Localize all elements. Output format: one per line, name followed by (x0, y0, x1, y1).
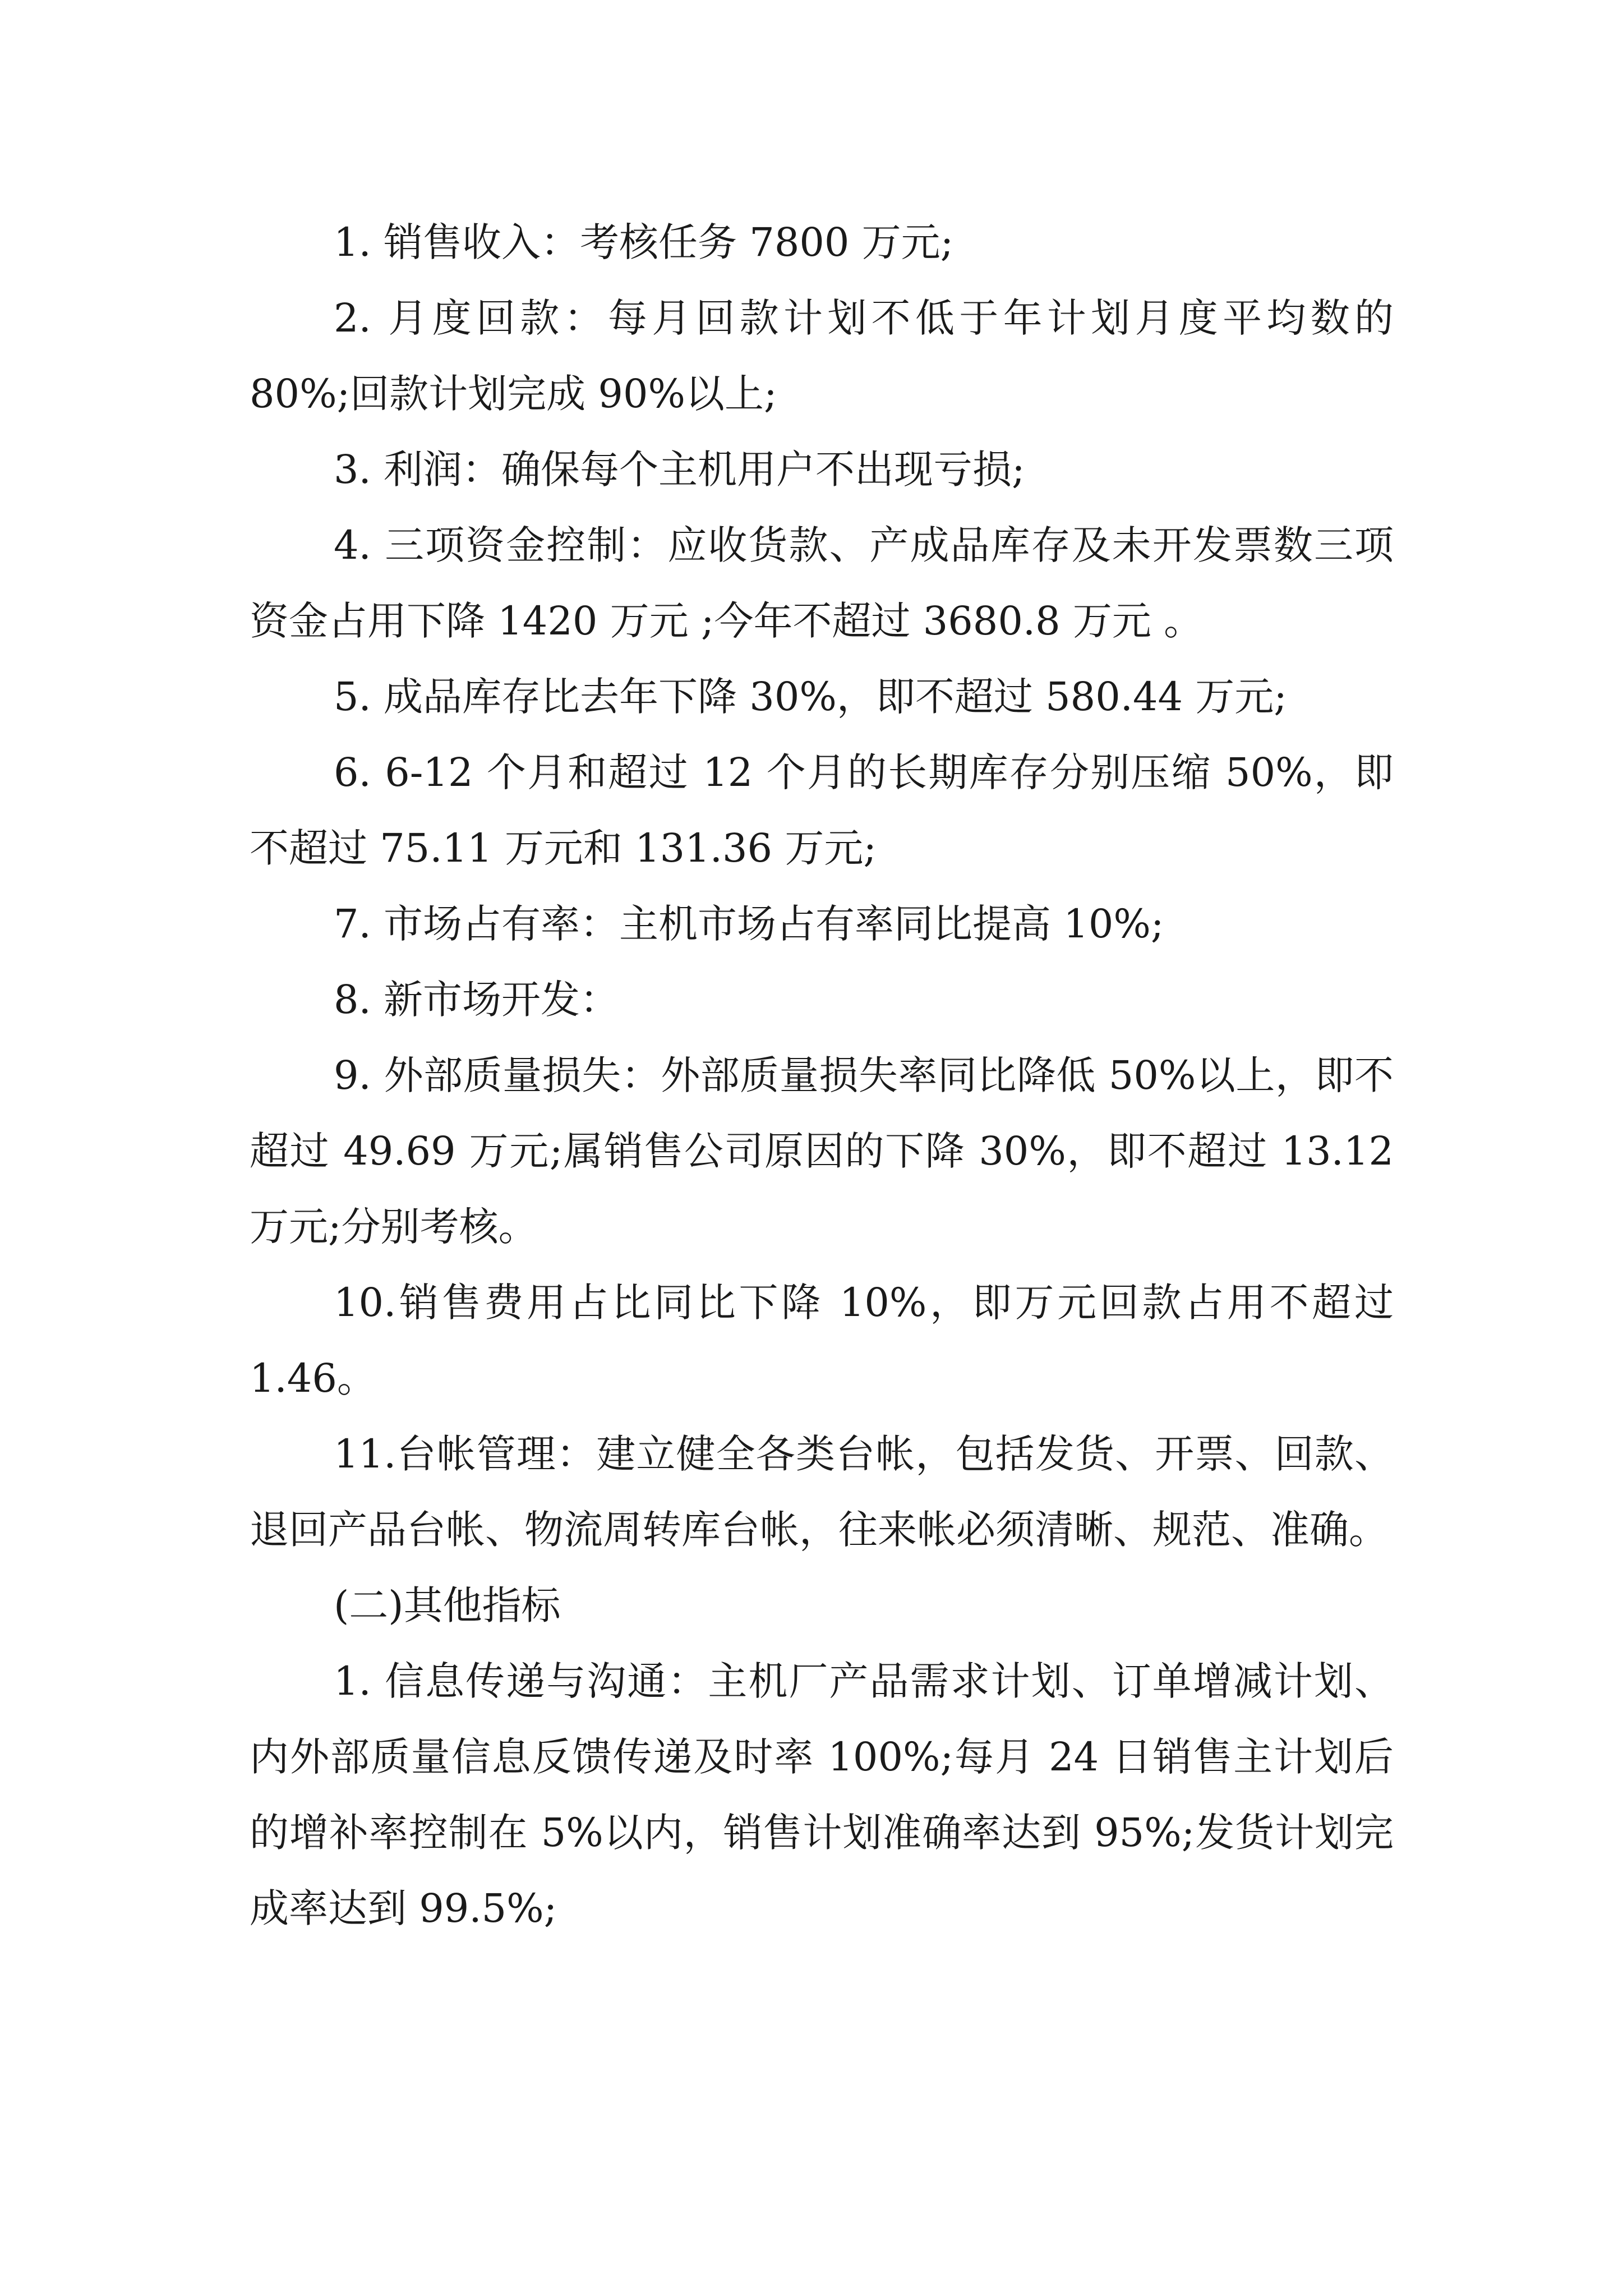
paragraph-1: 1. 销售收入：考核任务 7800 万元; (334, 219, 954, 265)
paragraph-7: 7. 市场占有率：主机市场占有率同比提高 10%; (334, 901, 1164, 947)
section-heading-other-indicators: (二)其他指标 (334, 1582, 561, 1628)
paragraph-11: 11.台帐管理：建立健全各类台帐，包括发货、开票、回款、退回产品台帐、物流周转库台帐，往来帐必须清晰、规范、准确。 (250, 1431, 1394, 1553)
paragraph-5: 5. 成品库存比去年下降 30%，即不超过 580.44 万元; (334, 674, 1287, 720)
document-body (250, 205, 1394, 1947)
paragraph-2: 2. 月度回款：每月回款计划不低于年计划月度平均数的 80%;回款计划完成 90%以上; (250, 295, 1394, 417)
paragraph-6: 6. 6-12 个月和超过 12 个月的长期库存分别压缩 50%，即不超过 75.11 万元和 131.36 万元; (250, 749, 1394, 871)
paragraph-10: 10.销售费用占比同比下降 10%，即万元回款占用不超过 1.46。 (250, 1280, 1394, 1401)
paragraph-other-1: 1. 信息传递与沟通：主机厂产品需求计划、订单增减计划、内外部质量信息反馈传递及时率 100%;每月 24 日销售主计划后的增补率控制在 5%以内，销售计划准确率达到 95%;发货计划完成率达到 99.5%; (250, 1658, 1394, 1931)
paragraph-8: 8. 新市场开发： (334, 977, 620, 1023)
paragraph-9: 9. 外部质量损失：外部质量损失率同比降低 50%以上，即不超过 49.69 万元;属销售公司原因的下降 30%，即不超过 13.12 万元;分别考核。 (250, 1052, 1394, 1250)
paragraph-3: 3. 利润：确保每个主机用户不出现亏损; (334, 447, 1025, 493)
paragraph-4: 4. 三项资金控制：应收货款、产成品库存及未开发票数三项资金占用下降 1420 万元 ;今年不超过 3680.8 万元 。 (250, 522, 1394, 644)
